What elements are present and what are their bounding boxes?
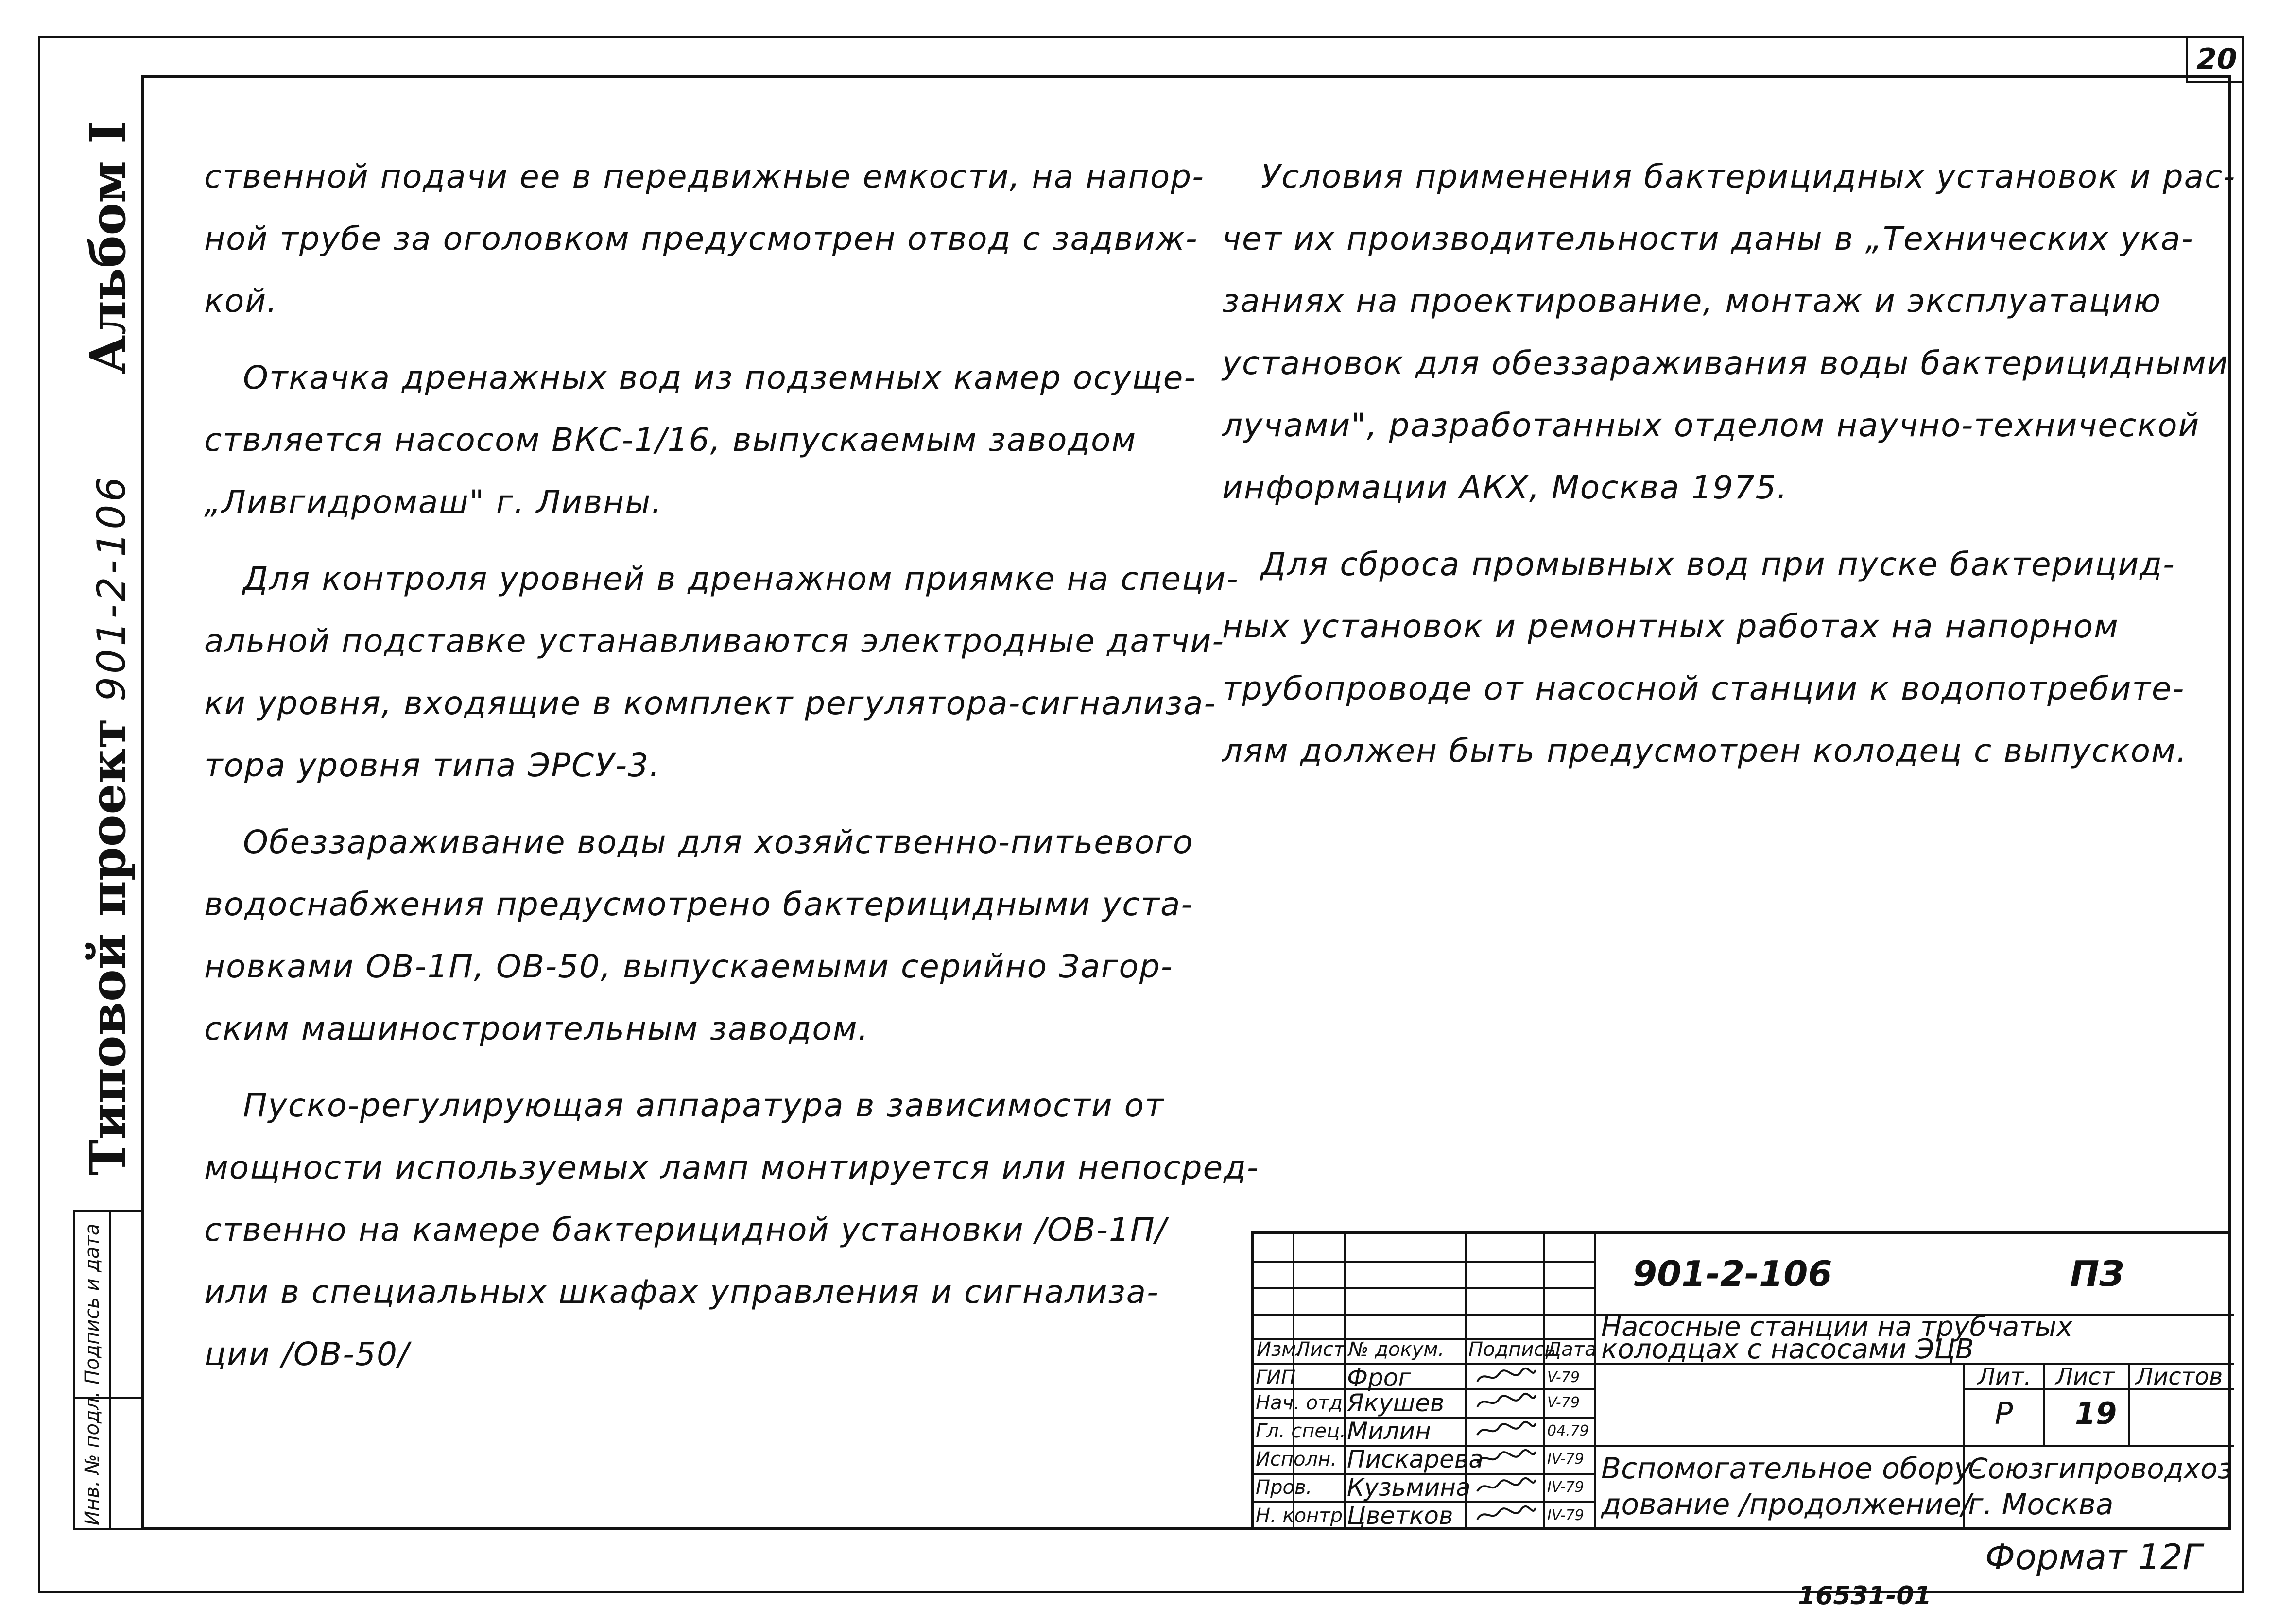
sheet-title-1: Вспомогательное обору- xyxy=(1601,1452,1982,1486)
person-date: IV-79 xyxy=(1547,1479,1584,1496)
text-line: ных установок и ремонтных работах на напорном xyxy=(1222,608,2119,645)
left-text-column xyxy=(204,146,1260,1385)
album-label: Альбом I xyxy=(79,121,137,375)
signature-icon xyxy=(1475,1475,1538,1498)
col-sign: Подпись xyxy=(1468,1338,1556,1361)
paragraph-gap xyxy=(1222,519,2174,533)
org-name: Союзгипроводхоз xyxy=(1968,1452,2233,1485)
col-list: Лист xyxy=(1295,1338,1345,1361)
sheets-label: Листов xyxy=(2136,1363,2223,1390)
signature-icon xyxy=(1475,1365,1538,1388)
sheet-title-2: дование /продолжение/ xyxy=(1601,1487,1971,1521)
stamp-inv-label: Инв. № подл. xyxy=(81,1391,104,1525)
text-line: заниях на проектирование, монтаж и эксплуатацию xyxy=(1222,282,2162,320)
right-text-column xyxy=(1222,146,2236,782)
stamp-sign-label: Подпись и дата xyxy=(81,1223,104,1385)
text-line: ственно на камере бактерицидной установки /ОВ-1П/ xyxy=(204,1211,1167,1248)
paragraph-gap xyxy=(204,332,1166,347)
signature-icon xyxy=(1475,1419,1538,1442)
doc-type: ПЗ xyxy=(2070,1253,2124,1294)
paragraph-gap xyxy=(204,533,1166,548)
col-izm: Изм. xyxy=(1257,1338,1303,1361)
title-block xyxy=(1251,1231,2231,1530)
person-date: V-79 xyxy=(1547,1394,1580,1411)
person-role: ГИП xyxy=(1256,1367,1296,1389)
text-line: Пуско-регулирующая аппаратура в зависимости от xyxy=(243,1087,1165,1124)
archive-number: 16531-01 xyxy=(1798,1581,1932,1610)
text-line: трубопроводе от насосной станции к водопотребите- xyxy=(1222,670,2185,707)
person-role: Гл. спец. xyxy=(1256,1420,1346,1442)
person-role: Н. контр. xyxy=(1256,1504,1349,1527)
signature-icon xyxy=(1475,1390,1538,1414)
stage-label: Лит. xyxy=(1978,1363,2032,1390)
person-role: Нач. отд. xyxy=(1256,1392,1349,1414)
text-line: Для контроля уровней в дренажном приямке на специ- xyxy=(243,560,1239,598)
text-line: ции /ОВ-50/ xyxy=(204,1335,410,1373)
text-line: лучами", разработанных отделом научно-технической xyxy=(1222,407,2200,444)
format-label: Формат 12Г xyxy=(1985,1537,2202,1577)
text-line: ственной подачи ее в передвижные емкости, на напор- xyxy=(204,158,1205,195)
side-stamp-line xyxy=(109,1212,111,1528)
text-line: „Ливгидромаш" г. Ливны. xyxy=(204,483,663,521)
signature-icon xyxy=(1475,1447,1538,1470)
text-line: ки уровня, входящие в комплект регулятора-сигнализа- xyxy=(204,684,1217,722)
person-date: 04.79 xyxy=(1547,1422,1589,1439)
text-line: лям должен быть предусмотрен колодец с выпуском. xyxy=(1222,732,2188,769)
side-project-title xyxy=(78,121,138,1176)
text-line: или в специальных шкафах управления и сигнализа- xyxy=(204,1273,1159,1311)
text-line: чет их производительности даны в „Технических ука- xyxy=(1222,220,2194,257)
project-code: 901-2-106 xyxy=(89,474,134,701)
text-line: информации АКХ, Москва 1975. xyxy=(1222,469,1788,506)
text-line: ной трубе за оголовком предусмотрен отвод с задвиж- xyxy=(204,220,1198,257)
person-name: Якушев xyxy=(1347,1389,1445,1417)
person-name: Пискарева xyxy=(1347,1445,1484,1473)
person-name: Кузьмина xyxy=(1347,1473,1471,1502)
object-title-1: Насосные станции на трубчатых xyxy=(1601,1311,2073,1343)
project-label: Типовой проект xyxy=(79,718,137,1176)
col-date: Дата xyxy=(1546,1338,1597,1361)
paragraph-gap xyxy=(204,797,1166,811)
sheet-value: 19 xyxy=(2075,1396,2117,1431)
person-date: IV-79 xyxy=(1547,1507,1584,1524)
signature-icon xyxy=(1475,1503,1538,1526)
person-name: Фрог xyxy=(1347,1364,1411,1392)
sheet-number: 20 xyxy=(2196,42,2237,76)
text-line: Откачка дренажных вод из подземных камер осуще- xyxy=(243,359,1197,396)
person-name: Милин xyxy=(1347,1417,1431,1445)
sheet-label: Лист xyxy=(2055,1363,2115,1390)
object-title-2: колодцах с насосами ЭЦВ xyxy=(1601,1333,1974,1365)
text-line: новками ОВ-1П, ОВ-50, выпускаемыми серийно Загор- xyxy=(204,948,1174,985)
stage-value: Р xyxy=(1995,1396,2013,1431)
text-line: Обеззараживание воды для хозяйственно-питьевого xyxy=(243,823,1194,861)
text-line: ским машиностроительным заводом. xyxy=(204,1010,869,1047)
person-date: V-79 xyxy=(1547,1369,1580,1386)
person-date: IV-79 xyxy=(1547,1451,1584,1468)
text-line: мощности используемых ламп монтируется или непосред- xyxy=(204,1149,1260,1186)
org-city: г. Москва xyxy=(1968,1487,2114,1521)
text-line: ствляется насосом ВКС-1/16, выпускаемым заводом xyxy=(204,421,1137,459)
text-line: водоснабжения предусмотрено бактерицидными уста- xyxy=(204,886,1194,923)
person-role: Исполн. xyxy=(1256,1448,1337,1470)
text-line: установок для обеззараживания воды бактерицидными xyxy=(1222,344,2229,382)
col-ndoc: № докум. xyxy=(1348,1338,1445,1361)
person-role: Пров. xyxy=(1256,1476,1312,1499)
text-line: Для сброса промывных вод при пуске бактерицид- xyxy=(1261,546,2175,583)
text-line: альной подставке устанавливаются электродные датчи- xyxy=(204,622,1225,660)
text-line: Условия применения бактерицидных установок и рас- xyxy=(1261,158,2236,195)
text-line: кой. xyxy=(204,282,278,320)
person-name: Цветков xyxy=(1347,1502,1453,1530)
text-line: тора уровня типа ЭРСУ-3. xyxy=(204,747,661,784)
paragraph-gap xyxy=(204,1060,1166,1075)
doc-code: 901-2-106 xyxy=(1633,1253,1832,1294)
